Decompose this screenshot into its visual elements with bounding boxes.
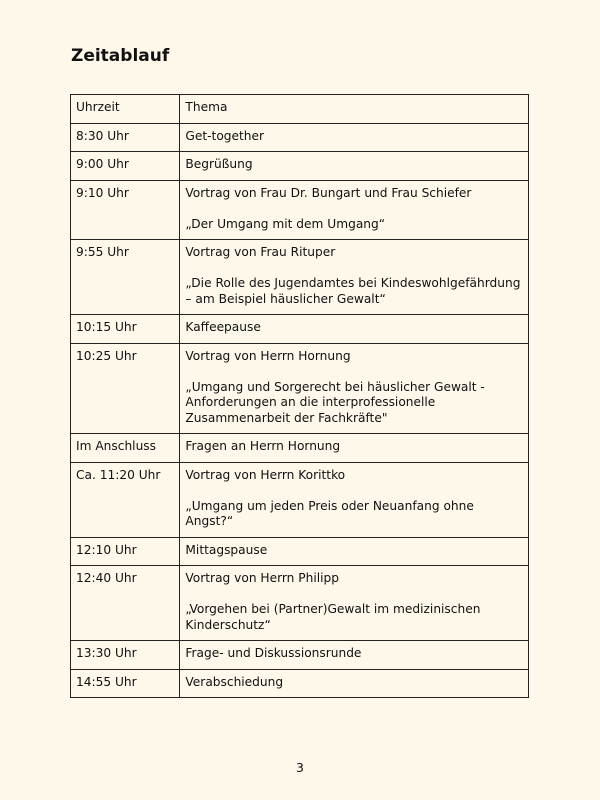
table-row bbox=[71, 343, 529, 434]
time-cell: 13:30 Uhr bbox=[71, 641, 180, 670]
page-heading: Zeitablauf bbox=[71, 46, 170, 66]
time-cell: 9:10 Uhr bbox=[71, 180, 180, 240]
topic-title: Vortrag von Herrn Hornung bbox=[185, 348, 351, 363]
topic-cell bbox=[180, 434, 529, 463]
topic-title: Verabschiedung bbox=[185, 674, 284, 689]
column-header-topic: Thema bbox=[180, 95, 529, 124]
talk-title: „Der Umgang mit dem Umgang“ bbox=[185, 216, 386, 231]
talk-title: „Vorgehen bei (Partner)Gewalt im medizinischen Kinderschutz“ bbox=[185, 602, 481, 632]
table-row bbox=[71, 641, 529, 670]
talk-title: „Umgang und Sorgerecht bei häuslicher Gewalt - Anforderungen an die interprofessionelle Zusammenarbeit der Fachkräfte" bbox=[185, 379, 485, 425]
table-header-row bbox=[71, 95, 529, 124]
column-header-time: Uhrzeit bbox=[71, 95, 180, 124]
time-cell: 14:55 Uhr bbox=[71, 669, 180, 698]
topic-cell bbox=[180, 240, 529, 315]
topic-title: Vortrag von Herrn Korittko bbox=[185, 467, 346, 482]
time-cell: 9:55 Uhr bbox=[71, 240, 180, 315]
time-cell: 8:30 Uhr bbox=[71, 123, 180, 152]
time-cell: 12:40 Uhr bbox=[71, 566, 180, 641]
topic-title: Mittagspause bbox=[185, 542, 268, 557]
topic-cell bbox=[180, 641, 529, 670]
time-cell: Im Anschluss bbox=[71, 434, 180, 463]
topic-title: Vortrag von Frau Dr. Bungart und Frau Schiefer bbox=[185, 185, 472, 200]
topic-title: Get-together bbox=[185, 128, 265, 143]
topic-cell bbox=[180, 462, 529, 537]
talk-title: „Die Rolle des Jugendamtes bei Kindeswohlgefährdung – am Beispiel häuslicher Gewalt“ bbox=[185, 276, 521, 306]
time-cell: 10:25 Uhr bbox=[71, 343, 180, 434]
talk-title: „Umgang um jeden Preis oder Neuanfang ohne Angst?“ bbox=[185, 498, 474, 528]
topic-cell bbox=[180, 537, 529, 566]
topic-cell bbox=[180, 343, 529, 434]
table-row bbox=[71, 152, 529, 181]
table-row bbox=[71, 537, 529, 566]
table-row bbox=[71, 434, 529, 463]
page-number: 3 bbox=[296, 760, 304, 775]
topic-title: Fragen an Herrn Hornung bbox=[185, 439, 341, 453]
topic-title: Kaffeepause bbox=[185, 320, 261, 334]
topic-cell bbox=[180, 152, 529, 181]
topic-cell bbox=[180, 123, 529, 152]
topic-title: Begrüßung bbox=[185, 157, 253, 171]
time-cell: 12:10 Uhr bbox=[71, 537, 180, 566]
schedule-table bbox=[70, 94, 529, 698]
topic-cell bbox=[180, 566, 529, 641]
table-row bbox=[71, 669, 529, 698]
time-cell: 10:15 Uhr bbox=[71, 315, 180, 344]
table-row bbox=[71, 123, 529, 152]
table-row bbox=[71, 566, 529, 641]
topic-cell bbox=[180, 180, 529, 240]
topic-title: Vortrag von Frau Rituper bbox=[185, 245, 336, 259]
topic-cell bbox=[180, 315, 529, 344]
topic-title: Vortrag von Herrn Philipp bbox=[185, 571, 339, 585]
table-row bbox=[71, 240, 529, 315]
topic-cell bbox=[180, 669, 529, 698]
time-cell: Ca. 11:20 Uhr bbox=[71, 462, 180, 537]
topic-title: Frage- und Diskussionsrunde bbox=[185, 646, 362, 660]
time-cell: 9:00 Uhr bbox=[71, 152, 180, 181]
table-row bbox=[71, 315, 529, 344]
table-row bbox=[71, 180, 529, 240]
table-row bbox=[71, 462, 529, 537]
